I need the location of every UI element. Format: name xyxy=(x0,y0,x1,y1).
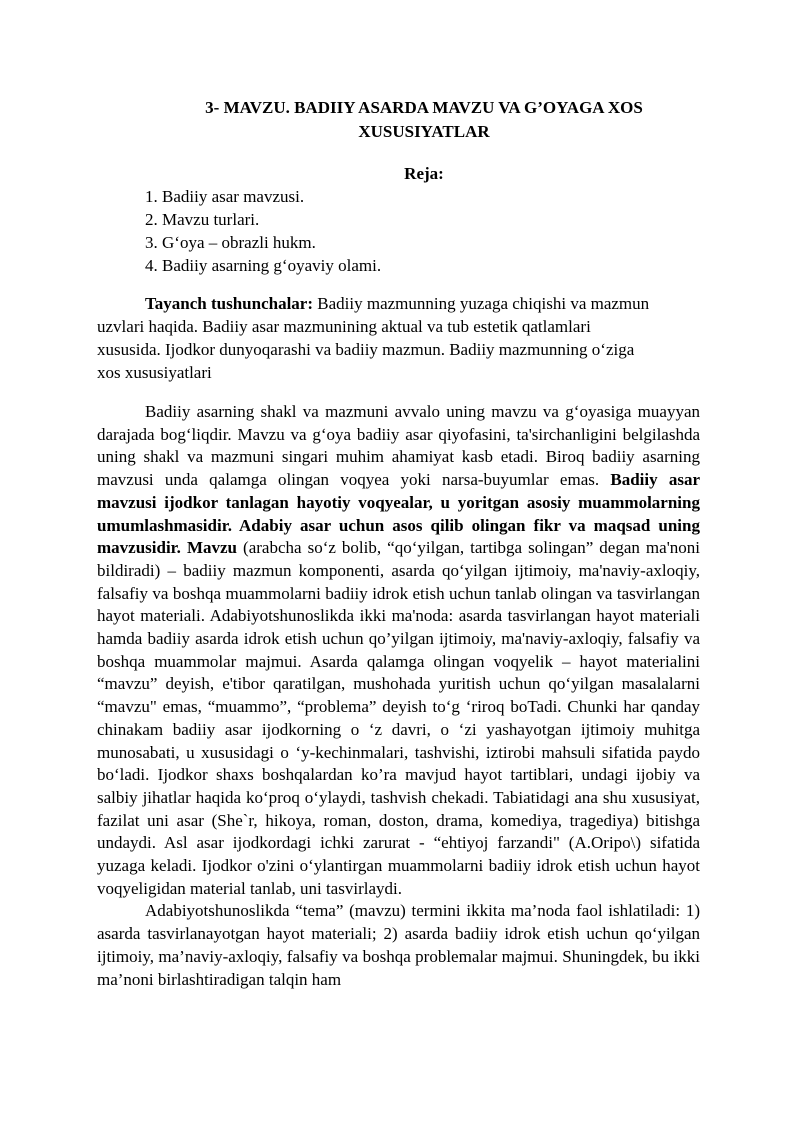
plan-list xyxy=(145,185,381,277)
paragraph-1 xyxy=(97,401,700,900)
key-concepts-label: Tayanch tushunchalar: xyxy=(145,294,314,313)
title-line-1: 3- MAVZU. BADIIY ASARDA MAVZU VA G’OYAGA XOS xyxy=(205,98,643,117)
plan-item: 3. G‘oya – obrazli hukm. xyxy=(145,233,316,252)
key-concepts xyxy=(97,292,657,384)
key-concepts-text: Badiiy mazmunning yuzaga chiqishi va mazmun uzvlari haqida. Badiiy asar mazmunining aktual va tub estetik qatlamlari xususida. Ijodkor dunyoqarashi va badiiy mazmun. Badiiy mazmunning o‘ziga xos xususiyatlari xyxy=(97,294,650,382)
paragraph-1-definition: Badiiy asar mavzusi ijodkor tanlagan hayotiy voqyealar, u yoritgan asosiy muammolarning umumlashmasidir. Adabiy asar uchun asos qilib olingan fikr va maqsad uning mavzusidir. Mavzu xyxy=(97,470,700,558)
body-text xyxy=(97,401,700,991)
paragraph-2: Adabiyotshunoslikda “tema” (mavzu) termini ikkita ma’noda faol ishlatiladi: 1) asarda tasvirlanayotgan hayot materiali; 2) asarda badiiy idrok etish uchun qo‘yilgan ijtimoiy, ma’naviy-axloqiy, falsafiy va boshqa problemalar majmui. Shuningdek, bu ikki ma’noni birlashtiradigan talqin ham xyxy=(97,901,700,989)
paragraph-1-intro: Badiiy asarning shakl va mazmuni avvalo uning mavzu va g‘oyasiga muayyan darajada bog‘liqdir. Mavzu va g‘oya badiiy asar qiyofasini, ta'sirchanligini belgilashda uning shakl va mazmuni singari muhim ahamiyat kasb etadi. Biroq badiiy asarning mavzusi unda qalamga olingan voqyea yoki narsa-buyumlar emas. xyxy=(97,402,700,490)
title-line-2: XUSUSIYATLAR xyxy=(358,122,490,141)
plan-heading: Reja: xyxy=(404,164,444,183)
plan-item: 4. Badiiy asarning g‘oyaviy olami. xyxy=(145,256,382,275)
paragraph-1-rest: (arabcha so‘z bolib, “qo‘yilgan, tartibga solingan” degan ma'noni bildiradi) – badiiy mazmun komponenti, asarda qo‘yilgan ijtimoiy, ma'naviy-axloqiy, falsafiy va boshqa muammolarni badiiy idrok etish uchun tanlab olingan va tasvirlangan hayot materiali. Adabiyotshunoslikda ikki ma'noda: asarda tasvirlangan hayot materiali hamda badiiy asarda idrok etish uchun qo’yilgan ijtimoiy, ma'naviy-axloqiy, falsafiy va boshqa muammolar majmui. Asarda qalamga olingan voqyelik – hayot materialini “mavzu” deyish, e'tibor qaratilgan, mushohada yuritish uchun qo‘yilgan masalalarni “mavzu" emas, “muammo”, “problema” deyish to‘g ‘riroq boTadi. Chunki har qanday chinakam badiiy asar ijodkorning o ‘z davri, o ‘zi yashayotgan ijtimoiy muhitga munosabati, u xususidagi o ‘y-kechinmalari, tashvishi, iztirobi mahsuli sifatida paydo bo‘ladi. Ijodkor shaxs boshqalardan ko’ra mavjud hayot tartiblari, undagi ijobiy va salbiy jihatlar haqida ko‘proq o‘ylaydi, tashvish chekadi. Tabiatidagi ana shu xususiyat, fazilat uni asar (She`r, hikoya, roman, doston, drama, komediya, tragediya) bitishga undaydi. Asl asar ijodkordagi ichki zarurat - “ehtiyoj farzandi" (A.Oripo\) sifatida yuzaga keladi. Ijodkor o'zini o‘ylantirgan muammolarni badiiy idrok etish uchun hayot voqyeligidan material tanlab, uni tasvirlaydi. xyxy=(97,538,700,898)
plan-item: 2. Mavzu turlari. xyxy=(145,210,260,229)
plan-item: 1. Badiiy asar mavzusi. xyxy=(145,187,305,206)
page-title xyxy=(150,96,698,144)
